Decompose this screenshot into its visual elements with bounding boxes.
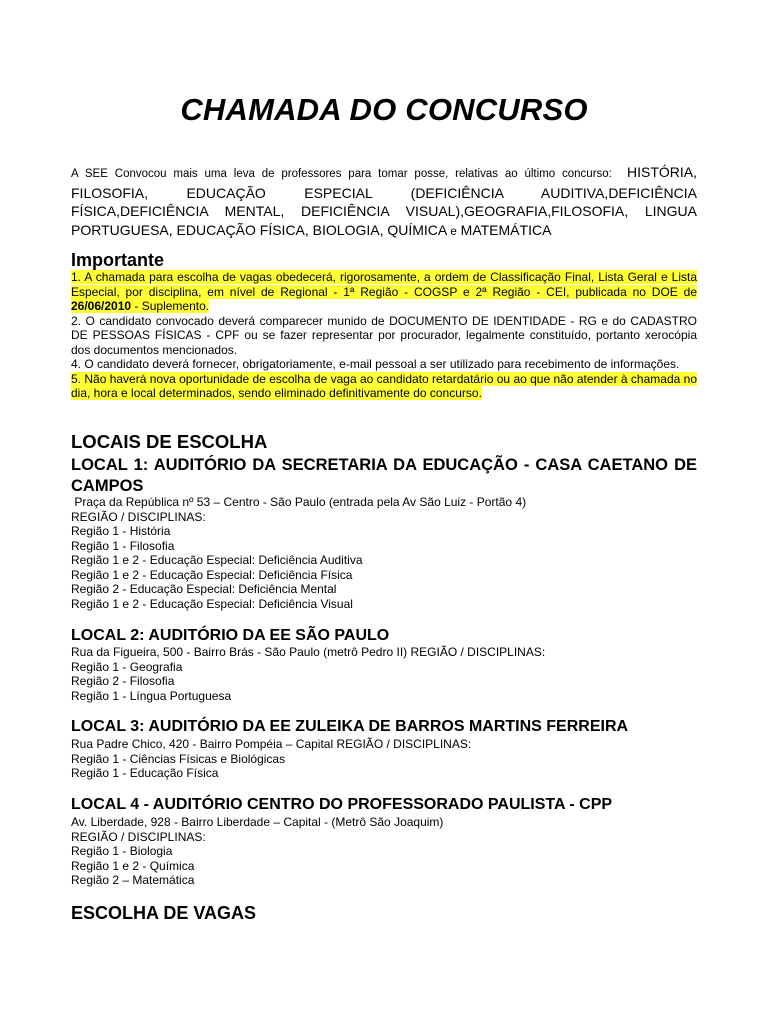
item5-text: 5. Não haverá nova oportunidade de escolha de vaga ao candidato retardatário ou ao que não atender à chamada no dia, hora e local determinados, sendo eliminado definitivamente do concurso.: [71, 371, 697, 400]
local4-label: REGIÃO / DISCIPLINAS:: [71, 829, 206, 844]
local4-address: Av. Liberdade, 928 - Bairro Liberdade – Capital - (Metrô São Joaquim): [71, 815, 444, 829]
intro-paragraph: [71, 163, 697, 241]
importante-heading: Importante: [71, 250, 165, 270]
list-item: Região 1 - História: [71, 524, 171, 538]
importante-item-2: 2. O candidato convocado deverá comparecer munido de DOCUMENTO DE IDENTIDADE - RG e do CADASTRO DE PESSOAS FÍSICAS - CPF ou se fazer representar por procurador, legalmente constituído, portanto xerocópia dos documentos mencionados.: [71, 313, 697, 357]
local1-address-text: Praça da República nº 53 – Centro - São Paulo (entrada pela Av São Luiz - Portão 4): [74, 495, 527, 509]
local2-address: Rua da Figueira, 500 - Bairro Brás - São Paulo (metrô Pedro II) REGIÃO / DISCIPLINAS:: [71, 645, 546, 659]
list-item: Região 1 - Geografia: [71, 659, 183, 674]
list-item: Região 1 e 2 - Educação Especial: Deficiência Auditiva: [71, 553, 363, 567]
intro-conj: e: [450, 225, 457, 238]
local2-heading: LOCAL 2: AUDITÓRIO DA EE SÃO PAULO: [71, 627, 390, 644]
local1-address: [71, 495, 697, 510]
item1-part-a: 1. A chamada para escolha de vagas obedecerá, rigorosamente, a ordem de Classificação Final, Lista Geral e Lista Especial, por disciplina, em nível de Regional - 1ª Região - COGSP e 2ª Região - CEI, publicada no DOE de: [71, 270, 697, 299]
list-item: Região 1 - Biologia: [71, 844, 173, 858]
item1-date: 26/06/2010: [71, 299, 132, 313]
local3-address: Rua Padre Chico, 420 - Bairro Pompéia – Capital REGIÃO / DISCIPLINAS:: [71, 737, 472, 751]
importante-item-1: [71, 270, 697, 314]
local3-heading: LOCAL 3: AUDITÓRIO DA EE ZULEIKA DE BARROS MARTINS FERREIRA: [71, 718, 629, 735]
list-item: Região 1 e 2 - Educação Especial: Deficiência Física: [71, 567, 353, 582]
local2-details: [71, 645, 697, 703]
local4-heading: LOCAL 4 - AUDITÓRIO CENTRO DO PROFESSORADO PAULISTA - CPP: [71, 796, 613, 813]
list-item: Região 1 - Língua Portuguesa: [71, 688, 232, 703]
page-title: CHAMADA DO CONCURSO: [180, 92, 588, 127]
escolha-heading: ESCOLHA DE VAGAS: [71, 903, 257, 923]
list-item: Região 2 - Educação Especial: Deficiência Mental: [71, 582, 337, 596]
local3-details: [71, 737, 697, 781]
intro-subjects: HISTÓRIA, FILOSOFIA, EDUCAÇÃO ESPECIAL (DEFICIÊNCIA AUDITIVA,DEFICIÊNCIA FÍSICA,DEFICIÊNCIA MENTAL, DEFICIÊNCIA VISUAL),GEOGRAFIA,FILOSOFIA, LINGUA PORTUGUESA, EDUCAÇÃO FÍSICA, BIOLOGIA, QUÍMICA: [71, 164, 697, 238]
list-item: Região 1 e 2 - Química: [71, 858, 195, 873]
importante-item-4: 4. O candidato deverá fornecer, obrigatoriamente, e-mail pessoal a ser utilizado para recebimento de informações.: [71, 357, 680, 371]
intro-lead: A SEE Convocou mais uma leva de professores para tomar posse, relativas ao último concurso:: [71, 168, 612, 180]
list-item: Região 1 - Educação Física: [71, 766, 219, 780]
local1-details: [71, 495, 697, 611]
local1-heading: LOCAL 1: AUDITÓRIO DA SECRETARIA DA EDUCAÇÃO - CASA CAETANO DE CAMPOS: [71, 456, 697, 495]
importante-list: [71, 270, 697, 401]
list-item: Região 1 - Filosofia: [71, 538, 175, 553]
list-item: Região 2 - Filosofia: [71, 674, 175, 688]
locais-heading: LOCAIS DE ESCOLHA: [71, 431, 268, 452]
list-item: Região 1 e 2 - Educação Especial: Deficiência Visual: [71, 596, 353, 611]
item1-part-b: - Suplemento.: [134, 299, 210, 313]
local4-details: [71, 815, 697, 888]
importante-item-5: [71, 372, 697, 401]
item1-text: [71, 270, 697, 313]
list-item: Região 1 - Ciências Físicas e Biológicas: [71, 751, 286, 766]
local1-label: REGIÃO / DISCIPLINAS:: [71, 509, 206, 524]
list-item: Região 2 – Matemática: [71, 873, 195, 887]
intro-last-subject: MATEMÁTICA: [460, 221, 552, 238]
